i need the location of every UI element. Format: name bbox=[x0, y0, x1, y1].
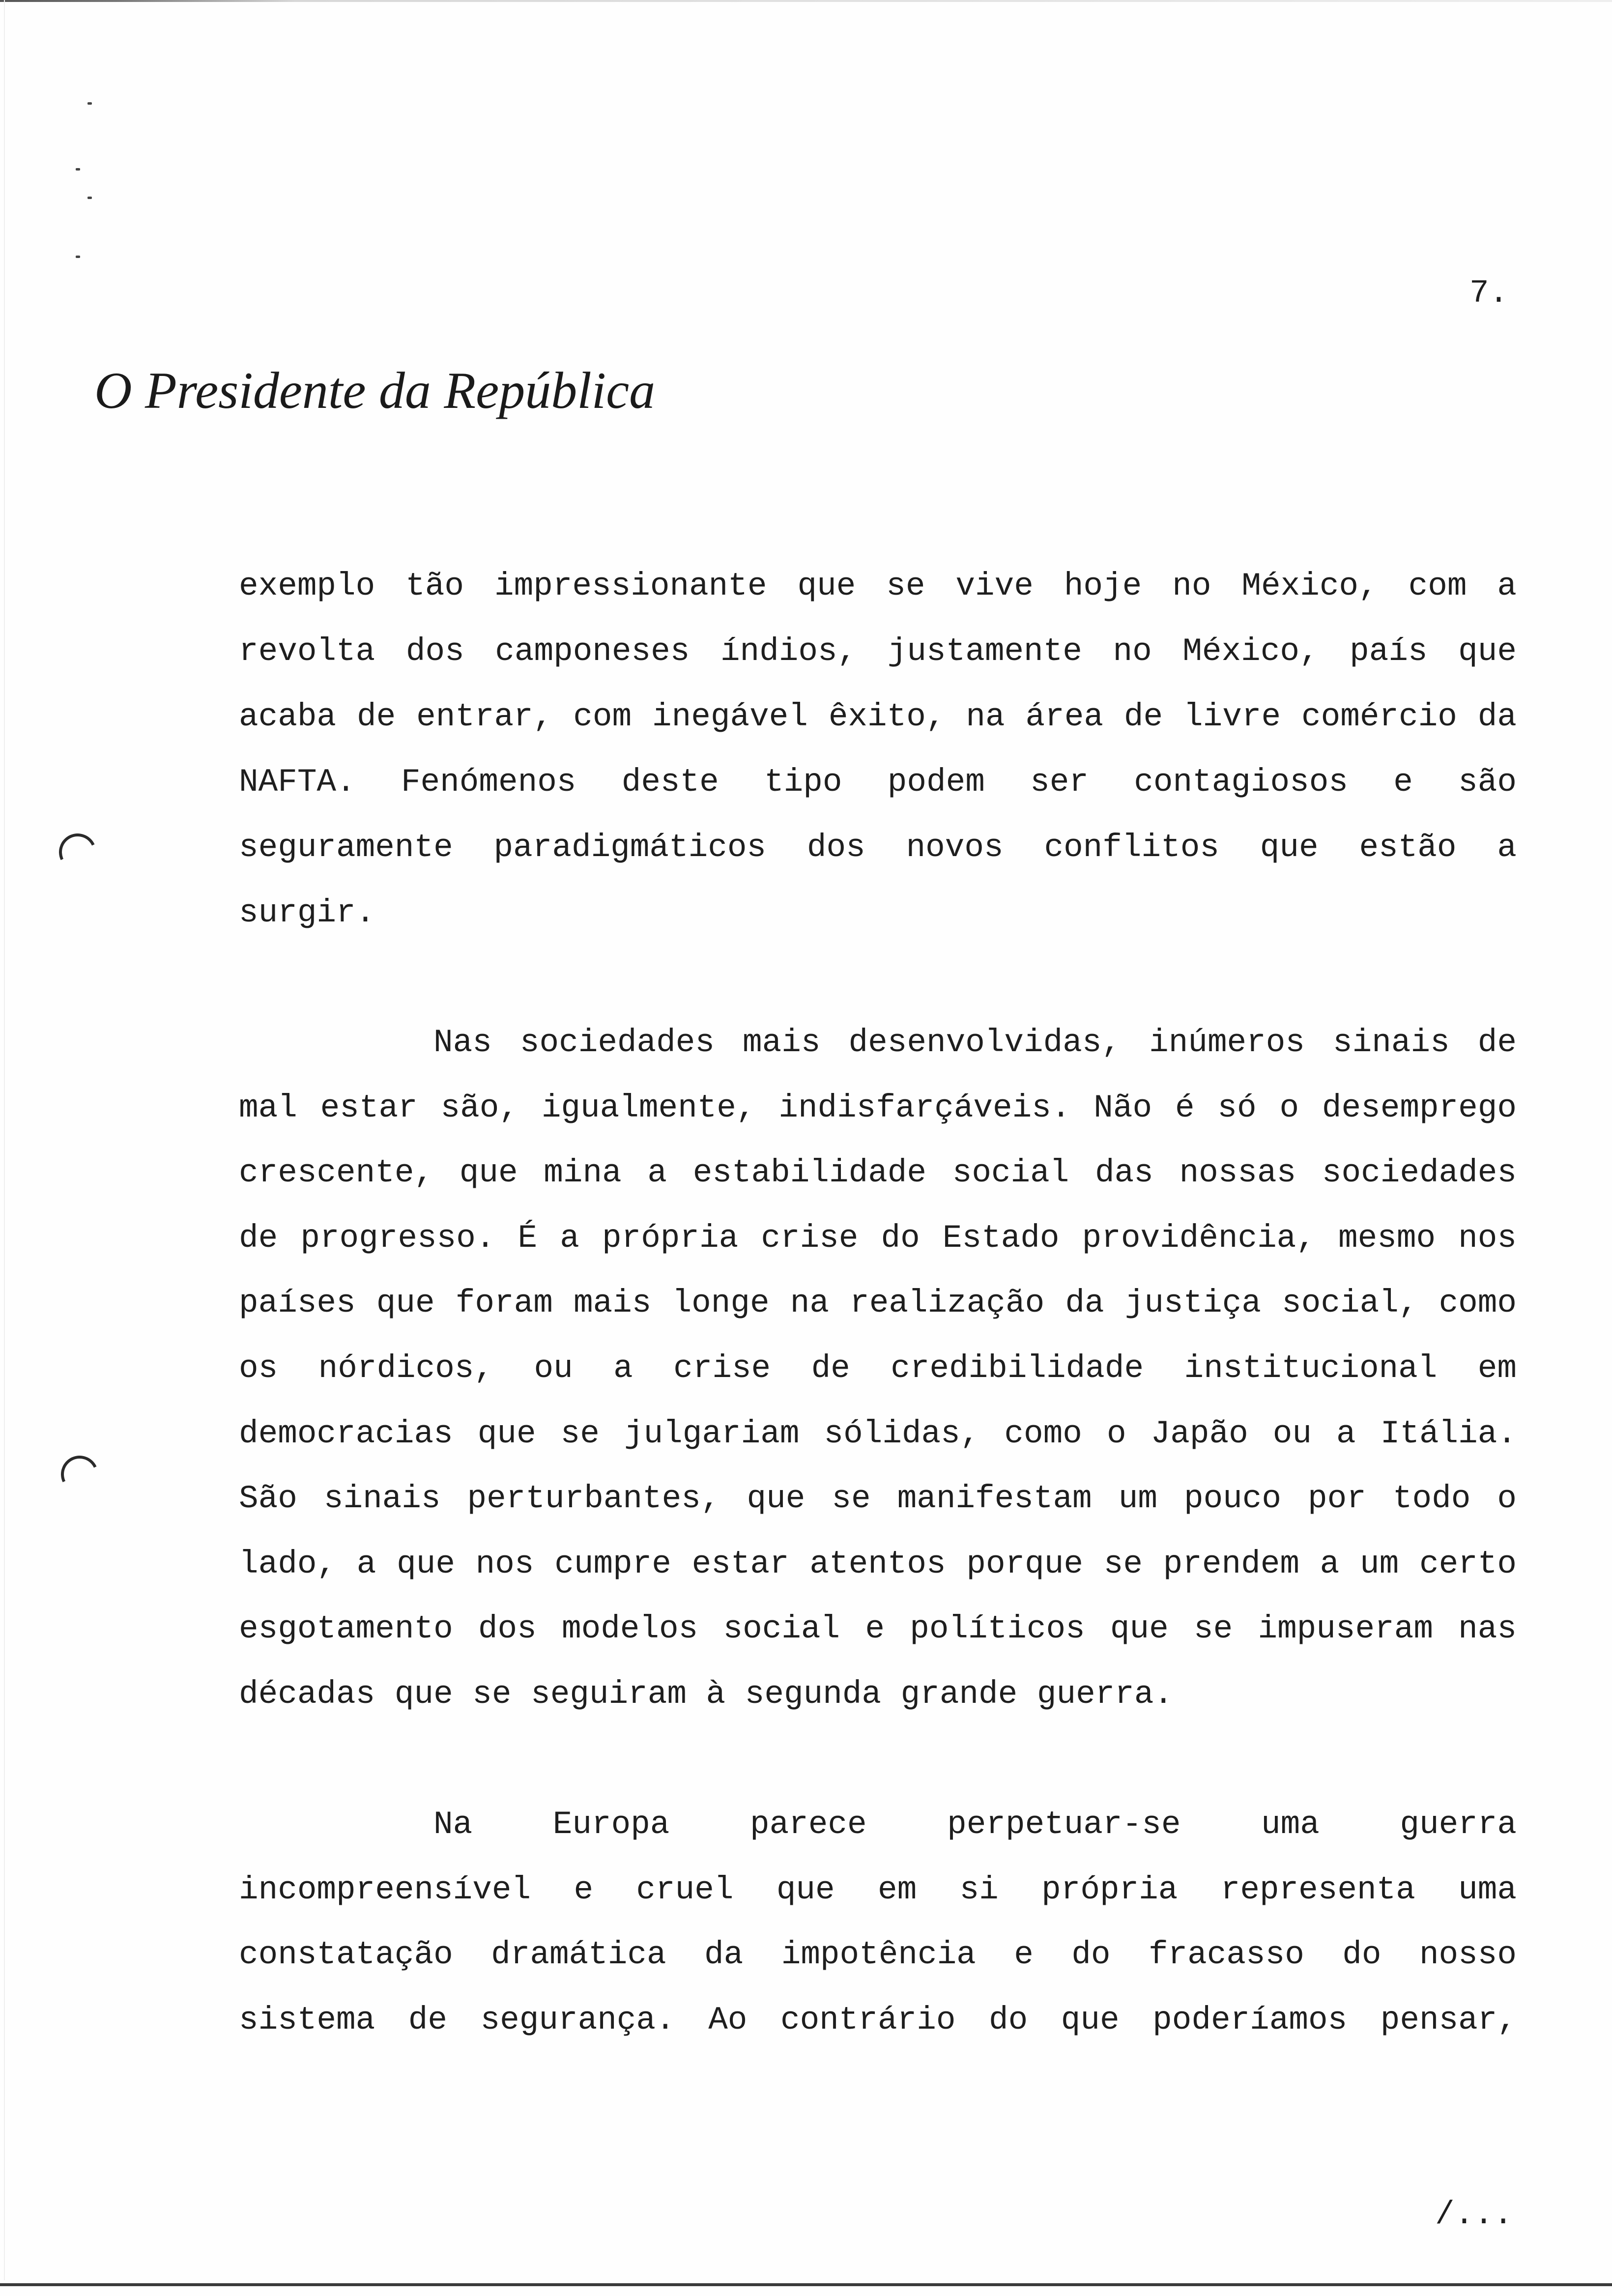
punch-hole-mark bbox=[56, 1450, 103, 1498]
text-line: lado, a que nos cumpre estar atentos porque se prendem a um certo bbox=[239, 1545, 1517, 1582]
paragraph-1 bbox=[239, 553, 1517, 946]
scan-speck bbox=[76, 256, 80, 258]
text-line: surgir. bbox=[239, 894, 375, 931]
text-line: esgotamento dos modelos social e políticos que se impuseram nas bbox=[239, 1610, 1517, 1648]
text-line: de progresso. É a própria crise do Estado providência, mesmo nos bbox=[239, 1219, 1517, 1257]
text-line: exemplo tão impressionante que se vive hoje no México, com a bbox=[239, 568, 1517, 604]
text-line: incompreensível e cruel que em si própria representa uma bbox=[239, 1871, 1517, 1908]
text-line: sistema de segurança. Ao contrário do que poderíamos pensar, bbox=[239, 2001, 1517, 2038]
punch-hole-mark bbox=[54, 828, 101, 876]
text-line: mal estar são, igualmente, indisfarçáveis. Não é só o desemprego bbox=[239, 1089, 1517, 1126]
text-line: Na Europa parece perpetuar-se uma guerra bbox=[433, 1806, 1517, 1843]
scan-top-edge bbox=[0, 0, 1612, 2]
text-line: seguramente paradigmáticos dos novos conflitos que estão a bbox=[239, 829, 1517, 866]
text-line: Nas sociedades mais desenvolvidas, inúmeros sinais de bbox=[433, 1024, 1517, 1061]
scan-speck bbox=[87, 102, 92, 105]
scan-left-edge bbox=[4, 0, 5, 2280]
text-line: constatação dramática da impotência e do fracasso do nosso bbox=[239, 1936, 1517, 1974]
text-line: democracias que se julgariam sólidas, como o Japão ou a Itália. bbox=[239, 1415, 1517, 1452]
scan-speck bbox=[76, 168, 80, 171]
scan-speck bbox=[87, 197, 92, 199]
letterhead-title: O Presidente da República bbox=[94, 362, 656, 419]
paragraph-2 bbox=[239, 1010, 1517, 1727]
paragraph-3 bbox=[239, 1792, 1517, 2053]
page-number: 7. bbox=[1469, 275, 1509, 312]
text-line: NAFTA. Fenómenos deste tipo podem ser contagiosos e são bbox=[239, 764, 1517, 801]
text-line: revolta dos camponeses índios, justamente no México, país que bbox=[239, 633, 1517, 670]
text-line: os nórdicos, ou a crise de credibilidade institucional em bbox=[239, 1349, 1517, 1387]
text-line: décadas que se seguiram à segunda grande guerra. bbox=[239, 1675, 1174, 1713]
text-line: acaba de entrar, com inegável êxito, na área de livre comércio da bbox=[239, 698, 1517, 735]
text-line: crescente, que mina a estabilidade social das nossas sociedades bbox=[239, 1154, 1517, 1192]
continuation-mark: /... bbox=[1435, 2196, 1513, 2233]
scan-bottom-rule bbox=[0, 2283, 1612, 2286]
text-line: São sinais perturbantes, que se manifestam um pouco por todo o bbox=[239, 1480, 1517, 1518]
text-line: países que foram mais longe na realização da justiça social, como bbox=[239, 1285, 1517, 1322]
